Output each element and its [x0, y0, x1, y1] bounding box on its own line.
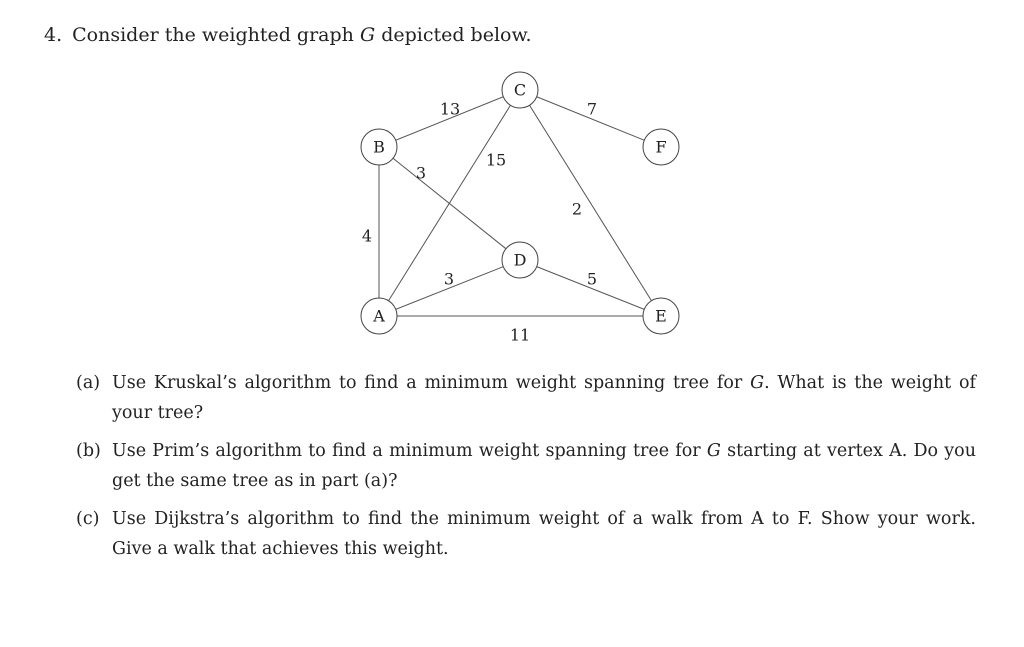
part-b-symbol: G [706, 441, 721, 461]
part-b-text-1: Use Prim’s algorithm to find a minimum weight spanning tree for [112, 441, 701, 461]
part-b-label: (b) [76, 441, 101, 461]
node-d [502, 242, 538, 278]
node-c [502, 72, 538, 108]
question-number: 4. [44, 24, 63, 46]
edge-weight-d-e: 5 [586, 269, 598, 289]
node-f [643, 129, 679, 165]
edge-weight-b-d: 3 [415, 163, 427, 183]
node-b [361, 129, 397, 165]
edge-weight-a-c: 15 [485, 150, 507, 170]
edge-weight-b-c: 13 [439, 99, 461, 119]
node-e-label: E [655, 306, 667, 326]
graph-edges [379, 90, 661, 316]
node-c-label: C [513, 80, 527, 100]
edge-weight-a-e: 11 [509, 325, 531, 345]
question-parts [76, 368, 976, 572]
edge-weight-a-b: 4 [361, 226, 373, 246]
part-c-text-1: Use Dijkstra’s algorithm to find the minimum weight of a walk from A to F. Show your work. Give a walk that achieves this weight. [112, 509, 976, 559]
edge-weight-c-f: 7 [586, 99, 598, 119]
edge-weights [362, 100, 597, 345]
question-text-before: Consider the weighted graph [72, 24, 354, 46]
node-e [643, 298, 679, 334]
part-a-text-1: Use Kruskal’s algorithm to find a minimum weight spanning tree for [112, 373, 743, 393]
part-a-text [112, 368, 976, 428]
part-a-symbol: G [750, 373, 765, 393]
node-a [361, 298, 397, 334]
graph-symbol: G [359, 24, 376, 46]
question-text-after: depicted below. [381, 24, 532, 46]
edge-weight-c-e: 2 [571, 199, 583, 219]
node-a-label: A [373, 306, 385, 326]
part-c-text [112, 504, 976, 564]
graph-nodes [361, 72, 679, 334]
node-f-label: F [655, 137, 667, 157]
part-a-label: (a) [76, 373, 101, 393]
part-b-text-2: starting at vertex A. Do you get the same tree as in part (a)? [112, 441, 976, 491]
part-b-text [112, 436, 976, 496]
part-a-text-2: . What is the weight of your tree? [112, 373, 976, 423]
node-b-label: B [373, 137, 385, 157]
part-c-label: (c) [76, 509, 100, 529]
node-d-label: D [513, 250, 527, 270]
part-a [76, 368, 976, 428]
part-b [76, 436, 976, 496]
part-c [76, 504, 976, 564]
edge-weight-a-d: 3 [443, 269, 455, 289]
